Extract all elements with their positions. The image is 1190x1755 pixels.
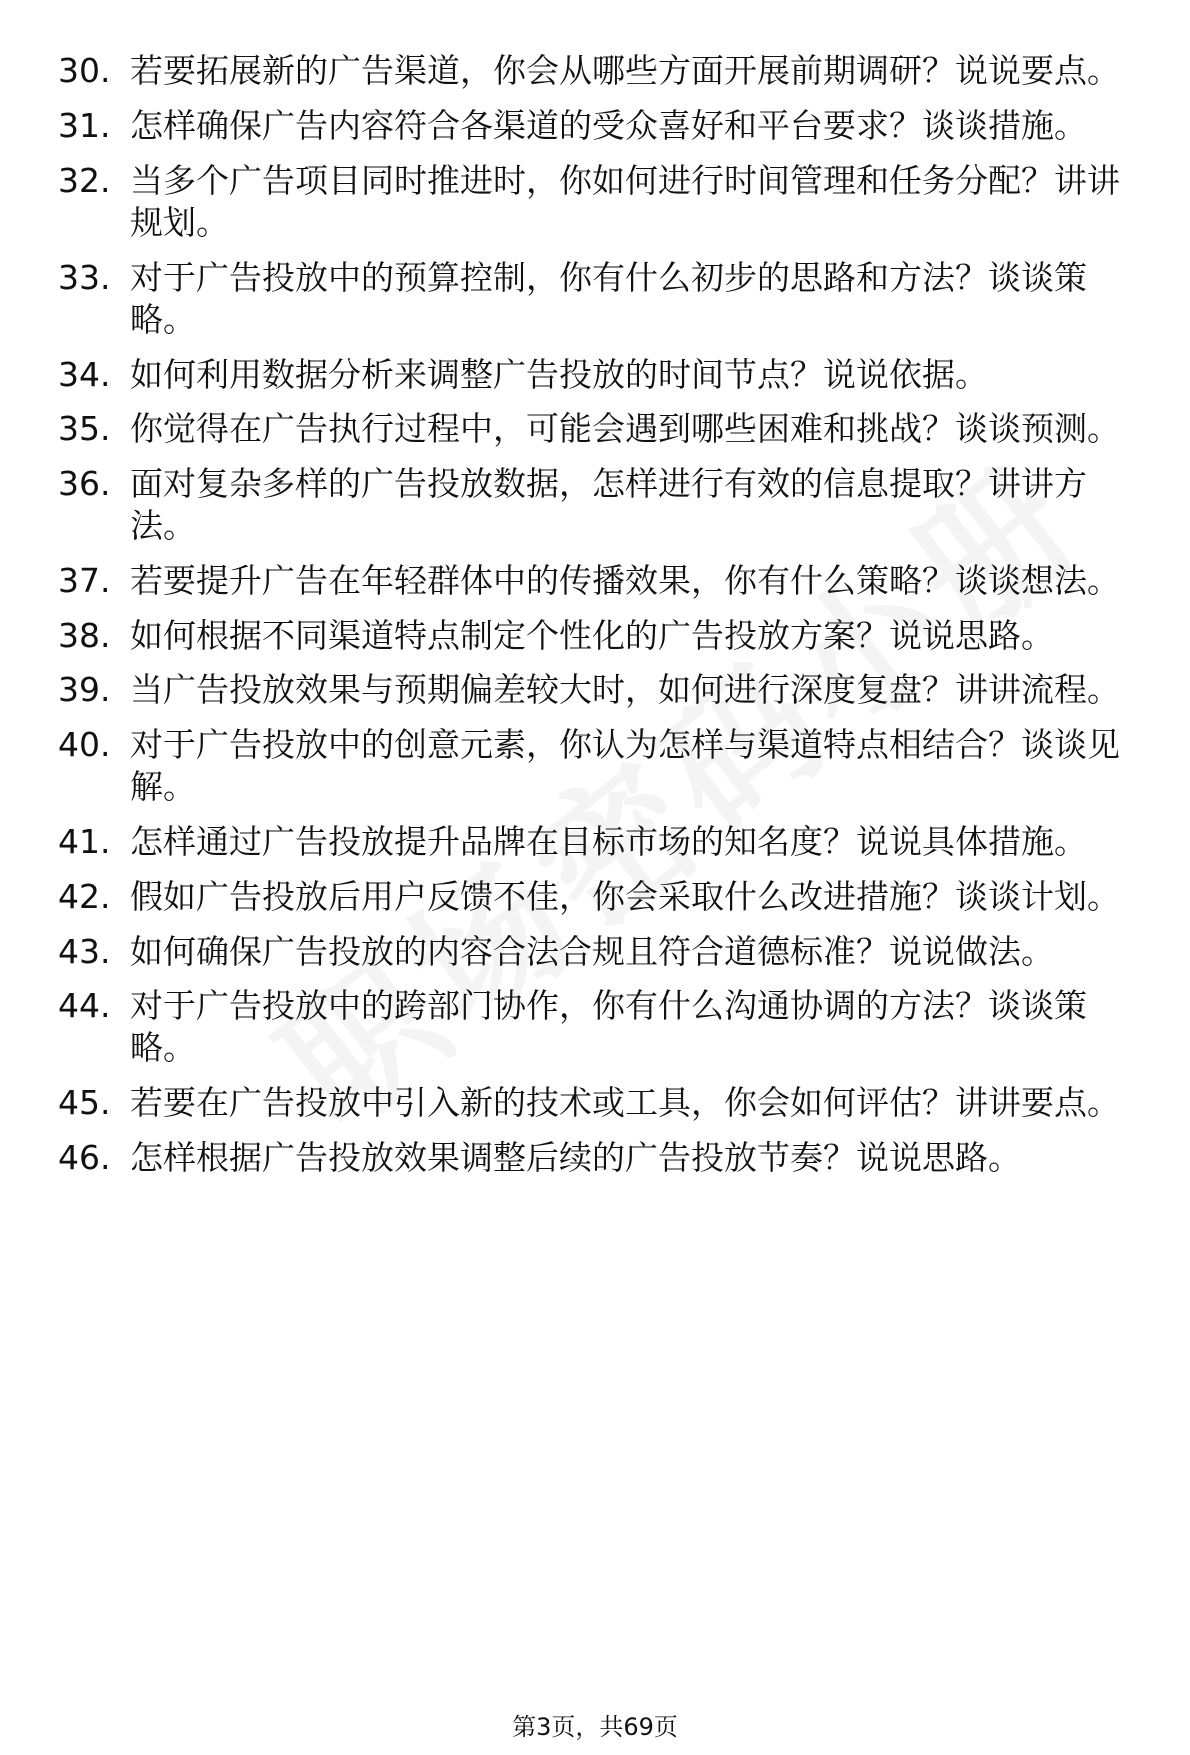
question-number: 46. — [58, 1138, 111, 1177]
question-item — [58, 354, 1148, 396]
question-item — [58, 876, 1148, 918]
question-number: 33. — [58, 258, 111, 297]
question-number: 41. — [58, 822, 111, 861]
question-text: 当广告投放效果与预期偏差较大时，如何进行深度复盘？讲讲流程。 — [130, 670, 1120, 709]
question-item — [58, 1137, 1148, 1179]
question-item — [58, 821, 1148, 863]
question-list — [58, 50, 1148, 1191]
question-text: 若要拓展新的广告渠道，你会从哪些方面开展前期调研？说说要点。 — [130, 51, 1120, 90]
question-text: 当多个广告项目同时推进时，你如何进行时间管理和任务分配？讲讲规划。 — [130, 161, 1120, 242]
question-item — [58, 931, 1148, 973]
question-text: 你觉得在广告执行过程中，可能会遇到哪些困难和挑战？谈谈预测。 — [130, 409, 1120, 448]
question-text: 如何利用数据分析来调整广告投放的时间节点？说说依据。 — [130, 355, 988, 394]
question-text: 若要提升广告在年轻群体中的传播效果，你有什么策略？谈谈想法。 — [130, 561, 1120, 600]
question-text: 如何根据不同渠道特点制定个性化的广告投放方案？说说思路。 — [130, 616, 1054, 655]
question-text: 面对复杂多样的广告投放数据，怎样进行有效的信息提取？讲讲方法。 — [130, 464, 1087, 545]
question-number: 43. — [58, 932, 111, 971]
page-footer — [0, 1712, 1190, 1742]
question-text: 对于广告投放中的跨部门协作，你有什么沟通协调的方法？谈谈策略。 — [130, 986, 1087, 1067]
question-item — [58, 105, 1148, 147]
question-item — [58, 560, 1148, 602]
question-number: 32. — [58, 161, 111, 200]
question-number: 38. — [58, 616, 111, 655]
question-text: 对于广告投放中的预算控制，你有什么初步的思路和方法？谈谈策略。 — [130, 258, 1087, 339]
question-number: 42. — [58, 877, 111, 916]
question-item — [58, 257, 1148, 341]
question-item — [58, 724, 1148, 808]
page-number-label: 第3页，共69页 — [512, 1713, 678, 1741]
question-item — [58, 615, 1148, 657]
question-item — [58, 463, 1148, 547]
question-text: 如何确保广告投放的内容合法合规且符合道德标准？说说做法。 — [130, 932, 1054, 971]
question-number: 40. — [58, 725, 111, 764]
question-text: 若要在广告投放中引入新的技术或工具，你会如何评估？讲讲要点。 — [130, 1083, 1120, 1122]
question-text: 对于广告投放中的创意元素，你认为怎样与渠道特点相结合？谈谈见解。 — [130, 725, 1120, 806]
question-text: 假如广告投放后用户反馈不佳，你会采取什么改进措施？谈谈计划。 — [130, 877, 1120, 916]
question-item — [58, 408, 1148, 450]
question-item — [58, 669, 1148, 711]
question-item — [58, 1082, 1148, 1124]
question-text: 怎样确保广告内容符合各渠道的受众喜好和平台要求？谈谈措施。 — [130, 106, 1087, 145]
question-item — [58, 985, 1148, 1069]
question-number: 34. — [58, 355, 111, 394]
question-number: 44. — [58, 986, 111, 1025]
question-text: 怎样根据广告投放效果调整后续的广告投放节奏？说说思路。 — [130, 1138, 1021, 1177]
question-number: 37. — [58, 561, 111, 600]
question-number: 35. — [58, 409, 111, 448]
question-number: 39. — [58, 670, 111, 709]
question-item — [58, 50, 1148, 92]
question-number: 45. — [58, 1083, 111, 1122]
question-item — [58, 160, 1148, 244]
question-number: 36. — [58, 464, 111, 503]
question-number: 30. — [58, 51, 111, 90]
question-number: 31. — [58, 106, 111, 145]
question-text: 怎样通过广告投放提升品牌在目标市场的知名度？说说具体措施。 — [130, 822, 1087, 861]
